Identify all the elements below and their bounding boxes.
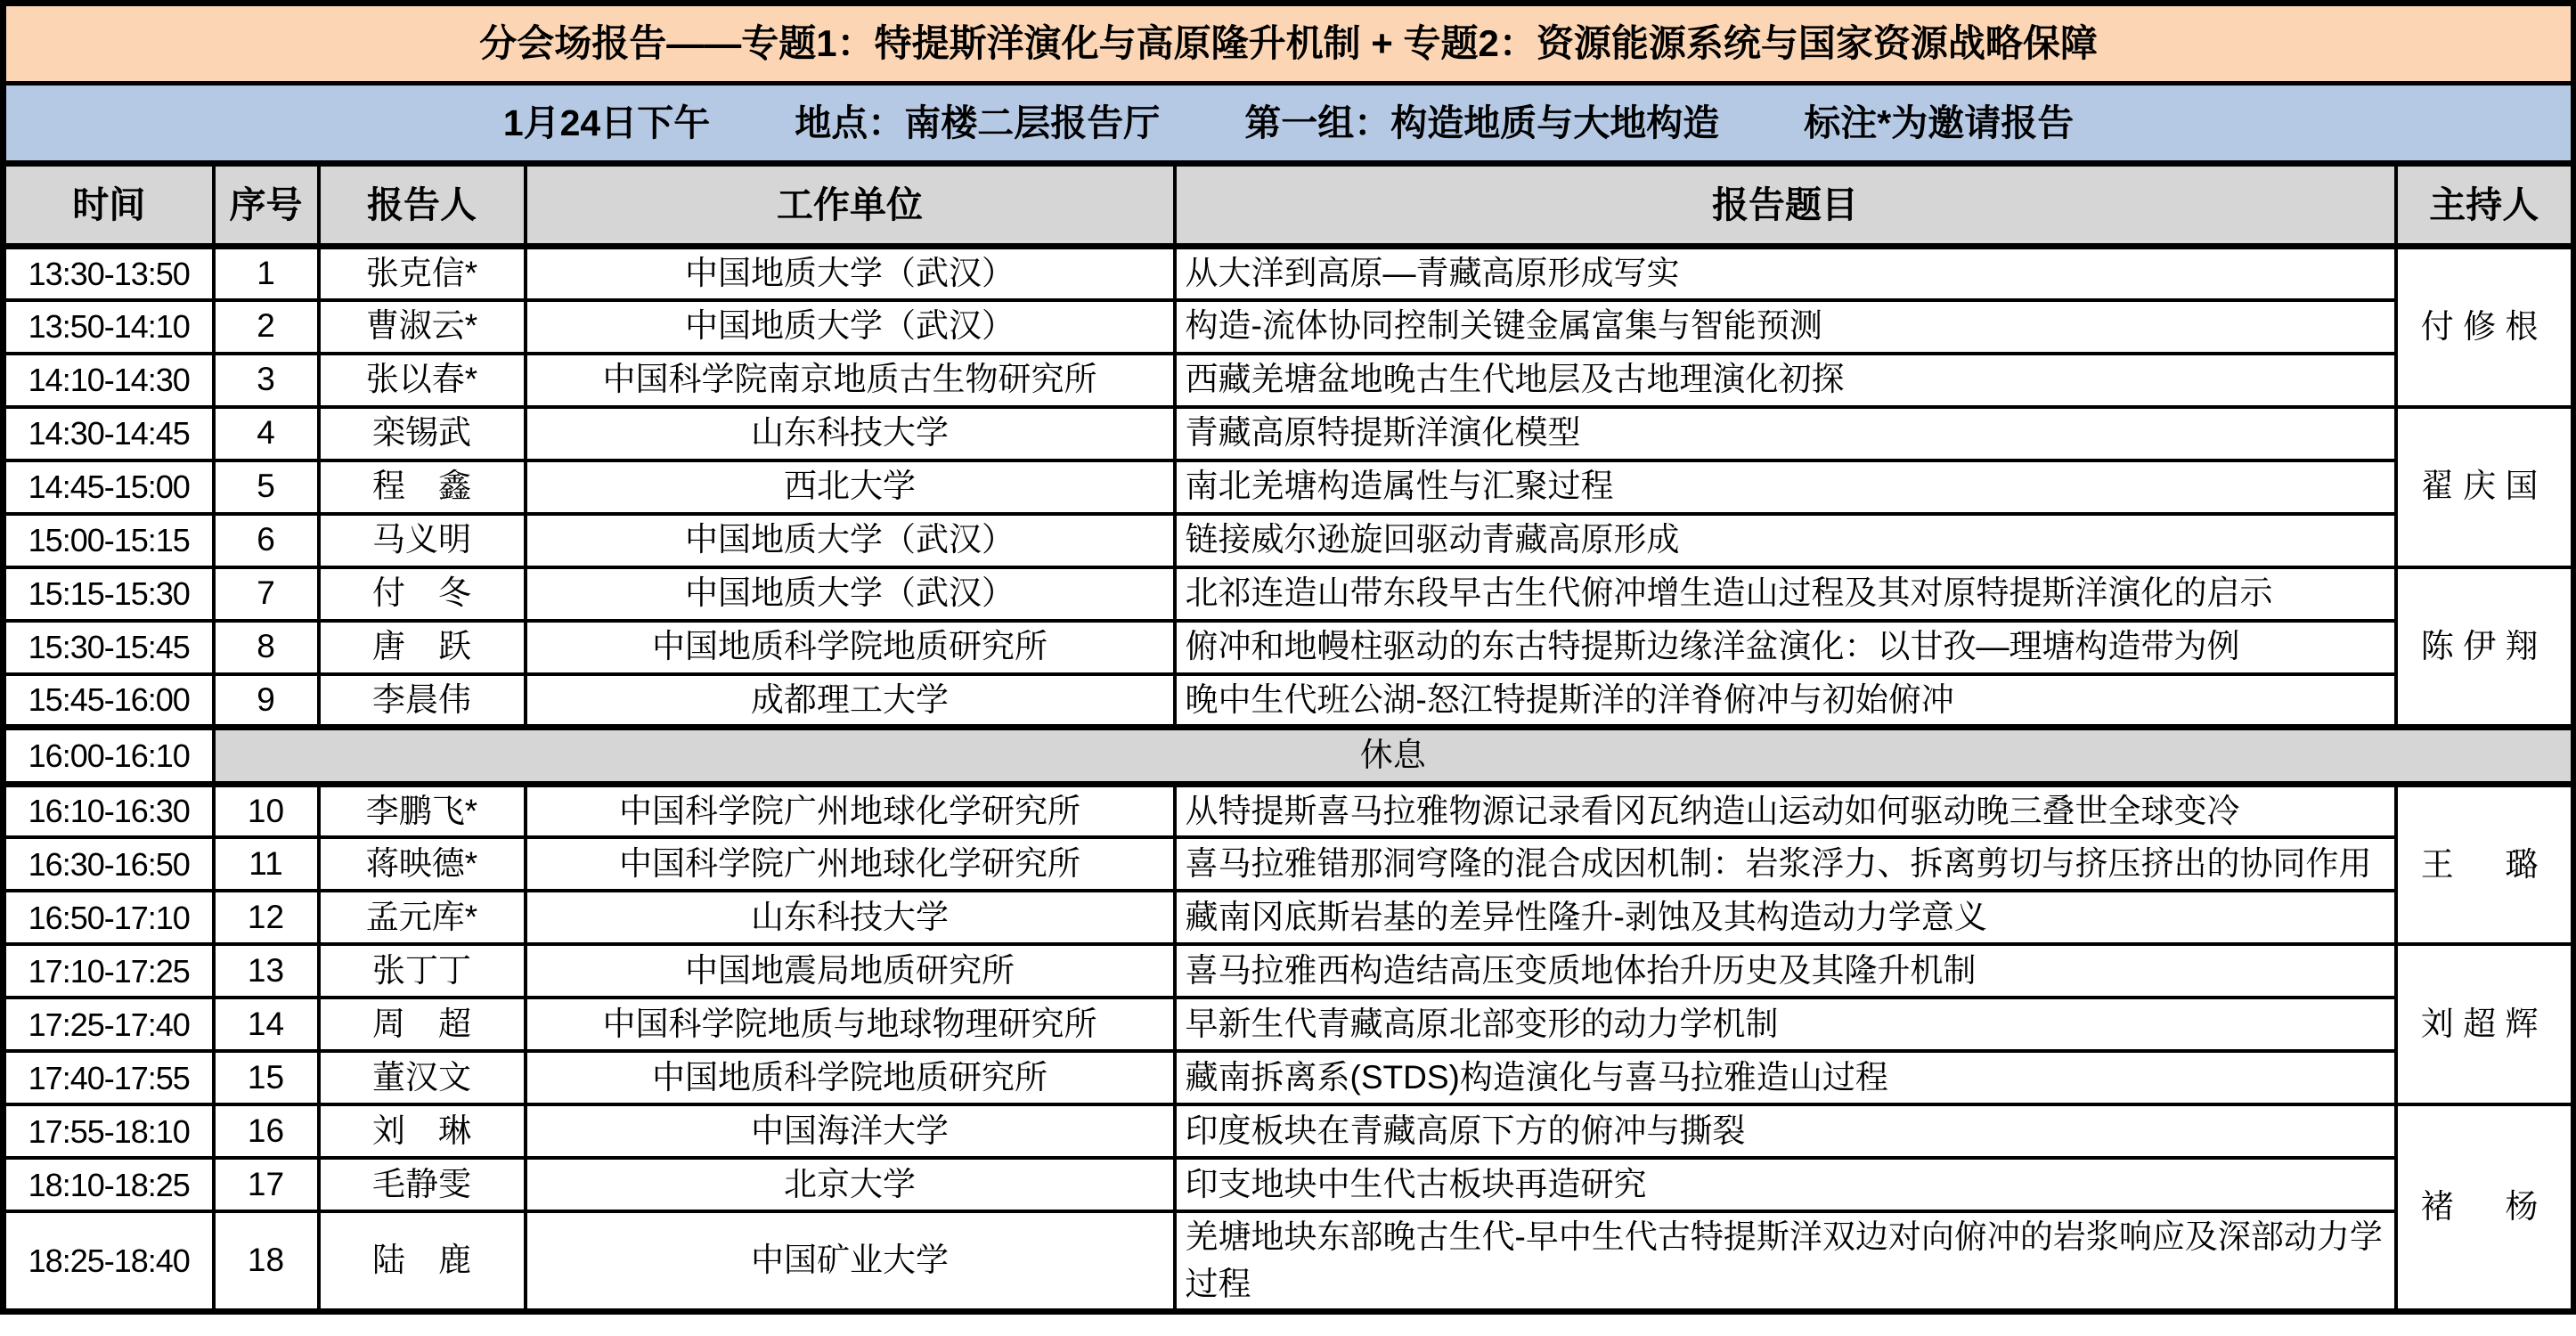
affiliation-cell: 中国科学院地质与地球物理研究所 <box>526 998 1175 1051</box>
no-cell: 9 <box>214 674 319 728</box>
no-cell: 5 <box>214 460 319 514</box>
column-header-no: 序号 <box>214 164 319 247</box>
affiliation-cell: 中国地质大学（武汉） <box>526 247 1175 300</box>
time-cell: 14:10-14:30 <box>4 354 214 407</box>
table-row <box>4 247 2574 300</box>
time-cell: 17:55-18:10 <box>4 1104 214 1158</box>
presenter-cell: 李晨伟 <box>319 674 526 728</box>
affiliation-cell: 北京大学 <box>526 1158 1175 1211</box>
affiliation-cell: 山东科技大学 <box>526 891 1175 944</box>
table-row <box>4 514 2574 567</box>
title-cell: 青藏高原特提斯洋演化模型 <box>1175 407 2396 460</box>
break-row <box>4 728 2574 785</box>
affiliation-cell: 中国科学院广州地球化学研究所 <box>526 837 1175 891</box>
time-cell: 14:30-14:45 <box>4 407 214 460</box>
affiliation-cell: 中国海洋大学 <box>526 1104 1175 1158</box>
time-cell: 15:30-15:45 <box>4 621 214 674</box>
title-cell: 链接威尔逊旋回驱动青藏高原形成 <box>1175 514 2396 567</box>
session-info-line <box>12 97 2565 149</box>
no-cell: 2 <box>214 300 319 354</box>
session-title: 分会场报告——专题1：特提斯洋演化与高原隆升机制 + 专题2：资源能源系统与国家资源战略保障 <box>4 4 2574 84</box>
presenter-cell: 李鹏飞* <box>319 784 526 837</box>
no-cell: 4 <box>214 407 319 460</box>
affiliation-cell: 山东科技大学 <box>526 407 1175 460</box>
title-cell: 喜马拉雅错那洞穹隆的混合成因机制：岩浆浮力、拆离剪切与挤压挤出的协同作用 <box>1175 837 2396 891</box>
presenter-cell: 程 鑫 <box>319 460 526 514</box>
time-cell: 17:40-17:55 <box>4 1051 214 1104</box>
presenter-cell: 张丁丁 <box>319 944 526 998</box>
no-cell: 18 <box>214 1211 319 1312</box>
time-cell: 17:25-17:40 <box>4 998 214 1051</box>
time-cell: 15:45-16:00 <box>4 674 214 728</box>
table-row <box>4 1211 2574 1312</box>
host-cell: 陈伊翔 <box>2396 567 2574 728</box>
time-cell: 16:00-16:10 <box>4 728 214 785</box>
session-group: 第一组：构造地质与大地构造 <box>1244 102 1720 143</box>
time-cell: 18:10-18:25 <box>4 1158 214 1211</box>
table-row <box>4 1104 2574 1158</box>
no-cell: 3 <box>214 354 319 407</box>
time-cell: 16:30-16:50 <box>4 837 214 891</box>
affiliation-cell: 中国科学院南京地质古生物研究所 <box>526 354 1175 407</box>
presenter-cell: 曹淑云* <box>319 300 526 354</box>
affiliation-cell: 中国地质大学（武汉） <box>526 514 1175 567</box>
break-label-cell: 休息 <box>214 728 2574 785</box>
session-location: 地点：南楼二层报告厅 <box>795 102 1161 143</box>
affiliation-cell: 中国矿业大学 <box>526 1211 1175 1312</box>
affiliation-cell: 中国地质科学院地质研究所 <box>526 621 1175 674</box>
table-row <box>4 1158 2574 1211</box>
table-row <box>4 1051 2574 1104</box>
no-cell: 7 <box>214 567 319 621</box>
title-cell: 从特提斯喜马拉雅物源记录看冈瓦纳造山运动如何驱动晚三叠世全球变冷 <box>1175 784 2396 837</box>
table-row <box>4 354 2574 407</box>
no-cell: 8 <box>214 621 319 674</box>
presenter-cell: 陆 鹿 <box>319 1211 526 1312</box>
title-cell: 构造-流体协同控制关键金属富集与智能预测 <box>1175 300 2396 354</box>
time-cell: 17:10-17:25 <box>4 944 214 998</box>
host-cell: 褚 杨 <box>2396 1104 2574 1312</box>
column-header-row <box>4 164 2574 247</box>
no-cell: 1 <box>214 247 319 300</box>
presenter-cell: 毛静雯 <box>319 1158 526 1211</box>
title-cell: 藏南拆离系(STDS)构造演化与喜马拉雅造山过程 <box>1175 1051 2396 1104</box>
table-row <box>4 674 2574 728</box>
session-title-band <box>4 4 2574 84</box>
affiliation-cell: 成都理工大学 <box>526 674 1175 728</box>
time-cell: 13:50-14:10 <box>4 300 214 354</box>
affiliation-cell: 中国科学院广州地球化学研究所 <box>526 784 1175 837</box>
affiliation-cell: 中国地质大学（武汉） <box>526 300 1175 354</box>
host-cell: 王 璐 <box>2396 784 2574 944</box>
title-cell: 藏南冈底斯岩基的差异性隆升-剥蚀及其构造动力学意义 <box>1175 891 2396 944</box>
column-header-time: 时间 <box>4 164 214 247</box>
affiliation-cell: 中国地质科学院地质研究所 <box>526 1051 1175 1104</box>
presenter-cell: 董汉文 <box>319 1051 526 1104</box>
presenter-cell: 张克信* <box>319 247 526 300</box>
table-row <box>4 407 2574 460</box>
time-cell: 16:50-17:10 <box>4 891 214 944</box>
time-cell: 14:45-15:00 <box>4 460 214 514</box>
title-cell: 西藏羌塘盆地晚古生代地层及古地理演化初探 <box>1175 354 2396 407</box>
no-cell: 11 <box>214 837 319 891</box>
no-cell: 13 <box>214 944 319 998</box>
table-row <box>4 837 2574 891</box>
no-cell: 17 <box>214 1158 319 1211</box>
host-cell: 翟庆国 <box>2396 407 2574 567</box>
presenter-cell: 马义明 <box>319 514 526 567</box>
time-cell: 13:30-13:50 <box>4 247 214 300</box>
presenter-cell: 付 冬 <box>319 567 526 621</box>
session-info-band <box>4 84 2574 164</box>
no-cell: 6 <box>214 514 319 567</box>
title-cell: 俯冲和地幔柱驱动的东古特提斯边缘洋盆演化：以甘孜—理塘构造带为例 <box>1175 621 2396 674</box>
presenter-cell: 周 超 <box>319 998 526 1051</box>
title-cell: 早新生代青藏高原北部变形的动力学机制 <box>1175 998 2396 1051</box>
affiliation-cell: 中国地震局地质研究所 <box>526 944 1175 998</box>
no-cell: 12 <box>214 891 319 944</box>
table-row <box>4 891 2574 944</box>
table-row <box>4 460 2574 514</box>
affiliation-cell: 中国地质大学（武汉） <box>526 567 1175 621</box>
time-cell: 16:10-16:30 <box>4 784 214 837</box>
title-cell: 喜马拉雅西构造结高压变质地体抬升历史及其隆升机制 <box>1175 944 2396 998</box>
affiliation-cell: 西北大学 <box>526 460 1175 514</box>
column-header-host: 主持人 <box>2396 164 2574 247</box>
session-note: 标注*为邀请报告 <box>1804 102 2075 143</box>
no-cell: 10 <box>214 784 319 837</box>
time-cell: 18:25-18:40 <box>4 1211 214 1312</box>
table-row <box>4 567 2574 621</box>
presenter-cell: 孟元库* <box>319 891 526 944</box>
title-cell: 羌塘地块东部晚古生代-早中生代古特提斯洋双边对向俯冲的岩浆响应及深部动力学过程 <box>1175 1211 2396 1312</box>
host-cell: 付修根 <box>2396 247 2574 407</box>
no-cell: 16 <box>214 1104 319 1158</box>
time-cell: 15:15-15:30 <box>4 567 214 621</box>
title-cell: 印度板块在青藏高原下方的俯冲与撕裂 <box>1175 1104 2396 1158</box>
presenter-cell: 刘 琳 <box>319 1104 526 1158</box>
column-header-presenter: 报告人 <box>319 164 526 247</box>
title-cell: 南北羌塘构造属性与汇聚过程 <box>1175 460 2396 514</box>
table-row <box>4 784 2574 837</box>
no-cell: 14 <box>214 998 319 1051</box>
title-cell: 印支地块中生代古板块再造研究 <box>1175 1158 2396 1211</box>
presenter-cell: 栾锡武 <box>319 407 526 460</box>
host-cell: 刘超辉 <box>2396 944 2574 1104</box>
table-row <box>4 944 2574 998</box>
title-cell: 从大洋到高原—青藏高原形成写实 <box>1175 247 2396 300</box>
no-cell: 15 <box>214 1051 319 1104</box>
time-cell: 15:00-15:15 <box>4 514 214 567</box>
presenter-cell: 唐 跃 <box>319 621 526 674</box>
table-row <box>4 621 2574 674</box>
presenter-cell: 张以春* <box>319 354 526 407</box>
table-row <box>4 300 2574 354</box>
title-cell: 晚中生代班公湖-怒江特提斯洋的洋脊俯冲与初始俯冲 <box>1175 674 2396 728</box>
session-info <box>4 84 2574 164</box>
table-row <box>4 998 2574 1051</box>
column-header-title: 报告题目 <box>1175 164 2396 247</box>
session-datetime: 1月24日下午 <box>502 102 711 143</box>
column-header-affiliation: 工作单位 <box>526 164 1175 247</box>
title-cell: 北祁连造山带东段早古生代俯冲增生造山过程及其对原特提斯洋演化的启示 <box>1175 567 2396 621</box>
presenter-cell: 蒋映德* <box>319 837 526 891</box>
